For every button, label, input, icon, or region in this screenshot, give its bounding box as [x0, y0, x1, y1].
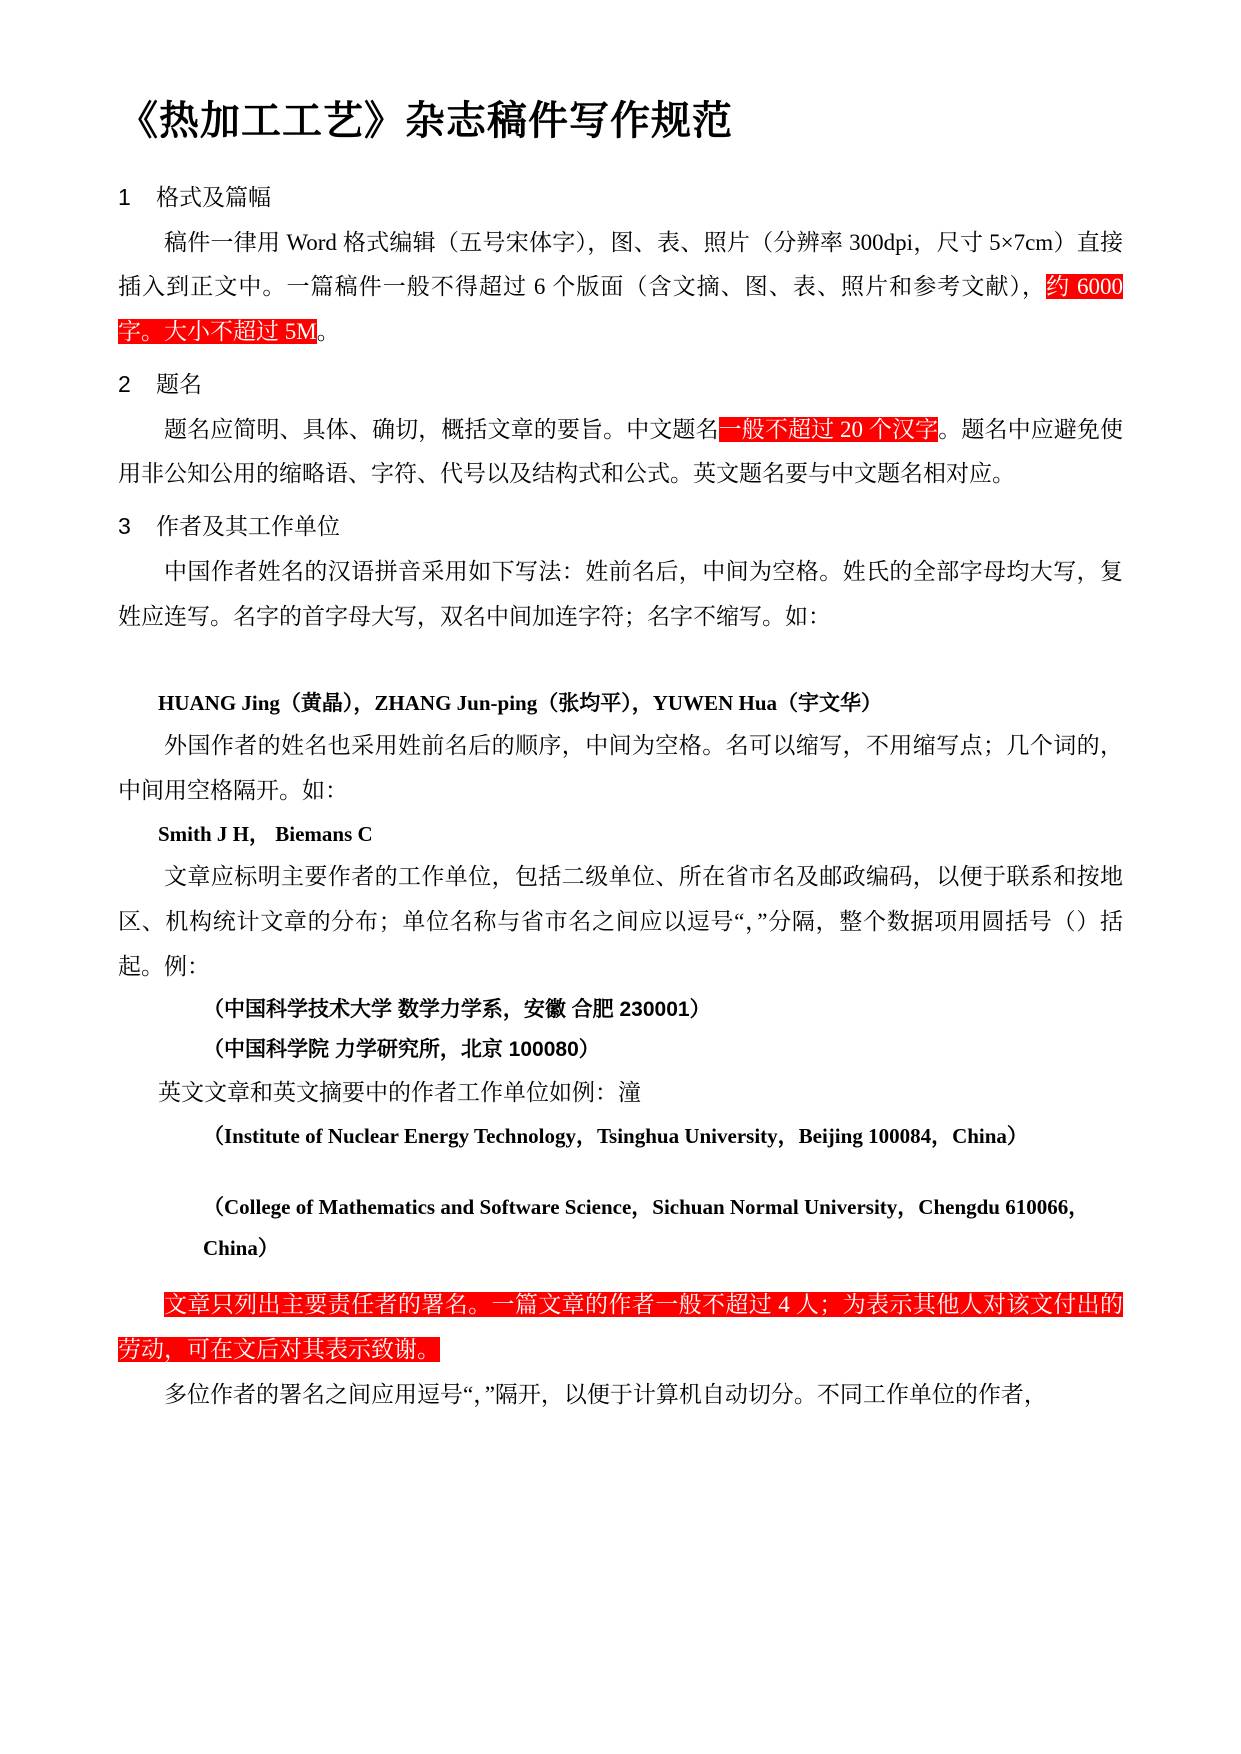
section-3-paragraph-6: 多位作者的署名之间应用逗号“，”隔开，以便于计算机自动切分。不同工作单位的作者，: [164, 1381, 1047, 1407]
section-1-paragraph: [118, 221, 1123, 356]
section-1-text-pre: 稿件一律用 Word 格式编辑（五号宋体字），图、表、照片（分辨率 300dpi，尺寸 5×7cm）直接插入到正文中。一篇稿件一般不得超过 6 个版面（含文摘、图、表、照片和参考文献），: [118, 229, 1123, 300]
affiliation-example-english-1: （Institute of Nuclear Energy Technology，Tsinghua University，Beijing 100084，China）: [203, 1124, 1028, 1149]
section-3-paragraph-1: 中国作者姓名的汉语拼音采用如下写法：姓前名后，中间为空格。姓氏的全部字母均大写，复姓应连写。名字的首字母大写，双名中间加连字符；名字不缩写。如：: [118, 558, 1123, 629]
page-title: 《热加工工艺》杂志稿件写作规范: [118, 99, 733, 143]
section-title-3: 作者及其工作单位: [156, 513, 340, 540]
section-2-highlight: 一般不超过 20 个汉字: [718, 416, 939, 442]
section-3-paragraph-4: 英文文章和英文摘要中的作者工作单位如例：潼: [158, 1080, 641, 1106]
section-heading-1: [118, 180, 1123, 215]
author-example-chinese-pinyin: HUANG Jing（黄晶），ZHANG Jun-ping（张均平），YUWEN Hua（宇文华）: [158, 691, 882, 716]
section-heading-2: [118, 367, 1123, 402]
section-number-3: 3: [118, 513, 131, 540]
section-heading-3: [118, 509, 1123, 544]
section-3-paragraph-3: 文章应标明主要作者的工作单位，包括二级单位、所在省市名及邮政编码，以便于联系和按地区、机构统计文章的分布；单位名称与省市名之间应以逗号“，”分隔，整个数据项用圆括号（）括起。例：: [118, 863, 1123, 979]
section-2-text-post: 。题名中应避免使用非公知公用的缩略语、字符、代号以及结构式和公式。英文题名要与中文题名相对应。: [118, 416, 1124, 487]
section-number-1: 1: [118, 184, 131, 210]
section-title-1: 格式及篇幅: [156, 184, 271, 210]
section-1-text-post: 。: [316, 319, 340, 345]
section-3-paragraph-2: 外国作者的姓名也采用姓前名后的顺序，中间为空格。名可以缩写，不用缩写点；几个词的，中间用空格隔开。如：: [118, 733, 1123, 804]
affiliation-example-1: （中国科学技术大学 数学力学系，安徽 合肥 230001）: [203, 997, 711, 1021]
spacer: [118, 1269, 1123, 1283]
spacer: [118, 639, 1123, 683]
section-3-highlighted-paragraph: [118, 1283, 1123, 1373]
affiliation-example-2: （中国科学院 力学研究所，北京 100080）: [203, 1038, 600, 1062]
spacer: [118, 1157, 1123, 1187]
section-number-2: 2: [118, 371, 131, 398]
author-example-foreign: Smith J H， Biemans C: [158, 822, 373, 847]
section-title-2: 题名: [156, 371, 202, 398]
affiliation-example-english-2: （College of Mathematics and Software Science，Sichuan Normal University，Chengdu 610066，China）: [203, 1195, 1090, 1261]
section-3-highlight: 文章只列出主要责任者的署名。一篇文章的作者一般不超过 4 人；为表示其他人对该文付出的劳动，可在文后对其表示致谢。: [118, 1292, 1124, 1362]
section-1-highlight: 约 6000 字。大小不超过 5M: [118, 274, 1124, 345]
section-2-text-pre: 题名应简明、具体、确切，概括文章的要旨。中文题名: [164, 416, 719, 442]
section-2-paragraph: [118, 408, 1123, 498]
